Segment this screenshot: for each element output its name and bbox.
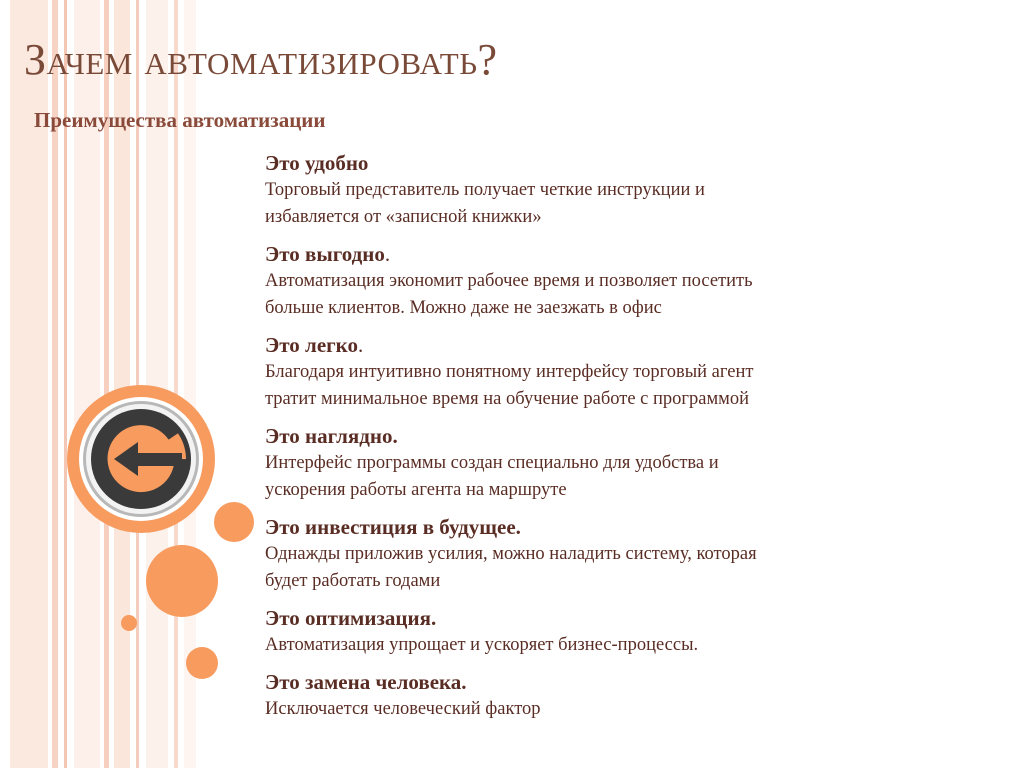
item-title: Это выгодно.	[265, 242, 391, 266]
item-title: Это наглядно.	[265, 424, 398, 448]
item-title: Это замена человека.	[265, 670, 467, 694]
item-title: Это удобно	[265, 151, 369, 175]
benefits-list	[265, 150, 1005, 733]
item-description: Автоматизация упрощает и ускоряет бизнес-процессы.	[265, 635, 699, 655]
list-item	[265, 669, 1005, 723]
list-item	[265, 150, 1005, 231]
list-item	[265, 423, 1005, 504]
item-description: Исключается человеческий фактор	[265, 699, 541, 719]
item-description: Однажды приложив усилия, можно наладить систему, которая будет работать годами	[265, 544, 757, 591]
list-item	[265, 514, 1005, 595]
item-title: Это оптимизация.	[265, 606, 437, 630]
decorative-circle	[186, 647, 218, 679]
item-description: Торговый представитель получает четкие инструкции и избавляется от «записной книжки»	[265, 180, 705, 227]
list-item	[265, 332, 1005, 413]
item-description: Благодаря интуитивно понятному интерфейсу торговый агент тратит минимальное время на обучение работе с программой	[265, 362, 754, 409]
list-item	[265, 241, 1005, 322]
item-description: Автоматизация экономит рабочее время и позволяет посетить больше клиентов. Можно даже не заезжать в офис	[265, 271, 753, 318]
decorative-circle	[146, 545, 218, 617]
page-subtitle: Преимущества автоматизации	[34, 108, 326, 132]
orange-e-logo-icon	[66, 384, 216, 534]
item-title: Это легко.	[265, 333, 364, 357]
decorative-circle	[121, 615, 137, 631]
item-title: Это инвестиция в будущее.	[265, 515, 521, 539]
page-title: Зачем автоматизировать?	[24, 35, 498, 84]
decorative-circle	[214, 502, 254, 542]
item-description: Интерфейс программы создан специально для удобства и ускорения работы агента на маршруте	[265, 453, 719, 500]
list-item	[265, 605, 1005, 659]
